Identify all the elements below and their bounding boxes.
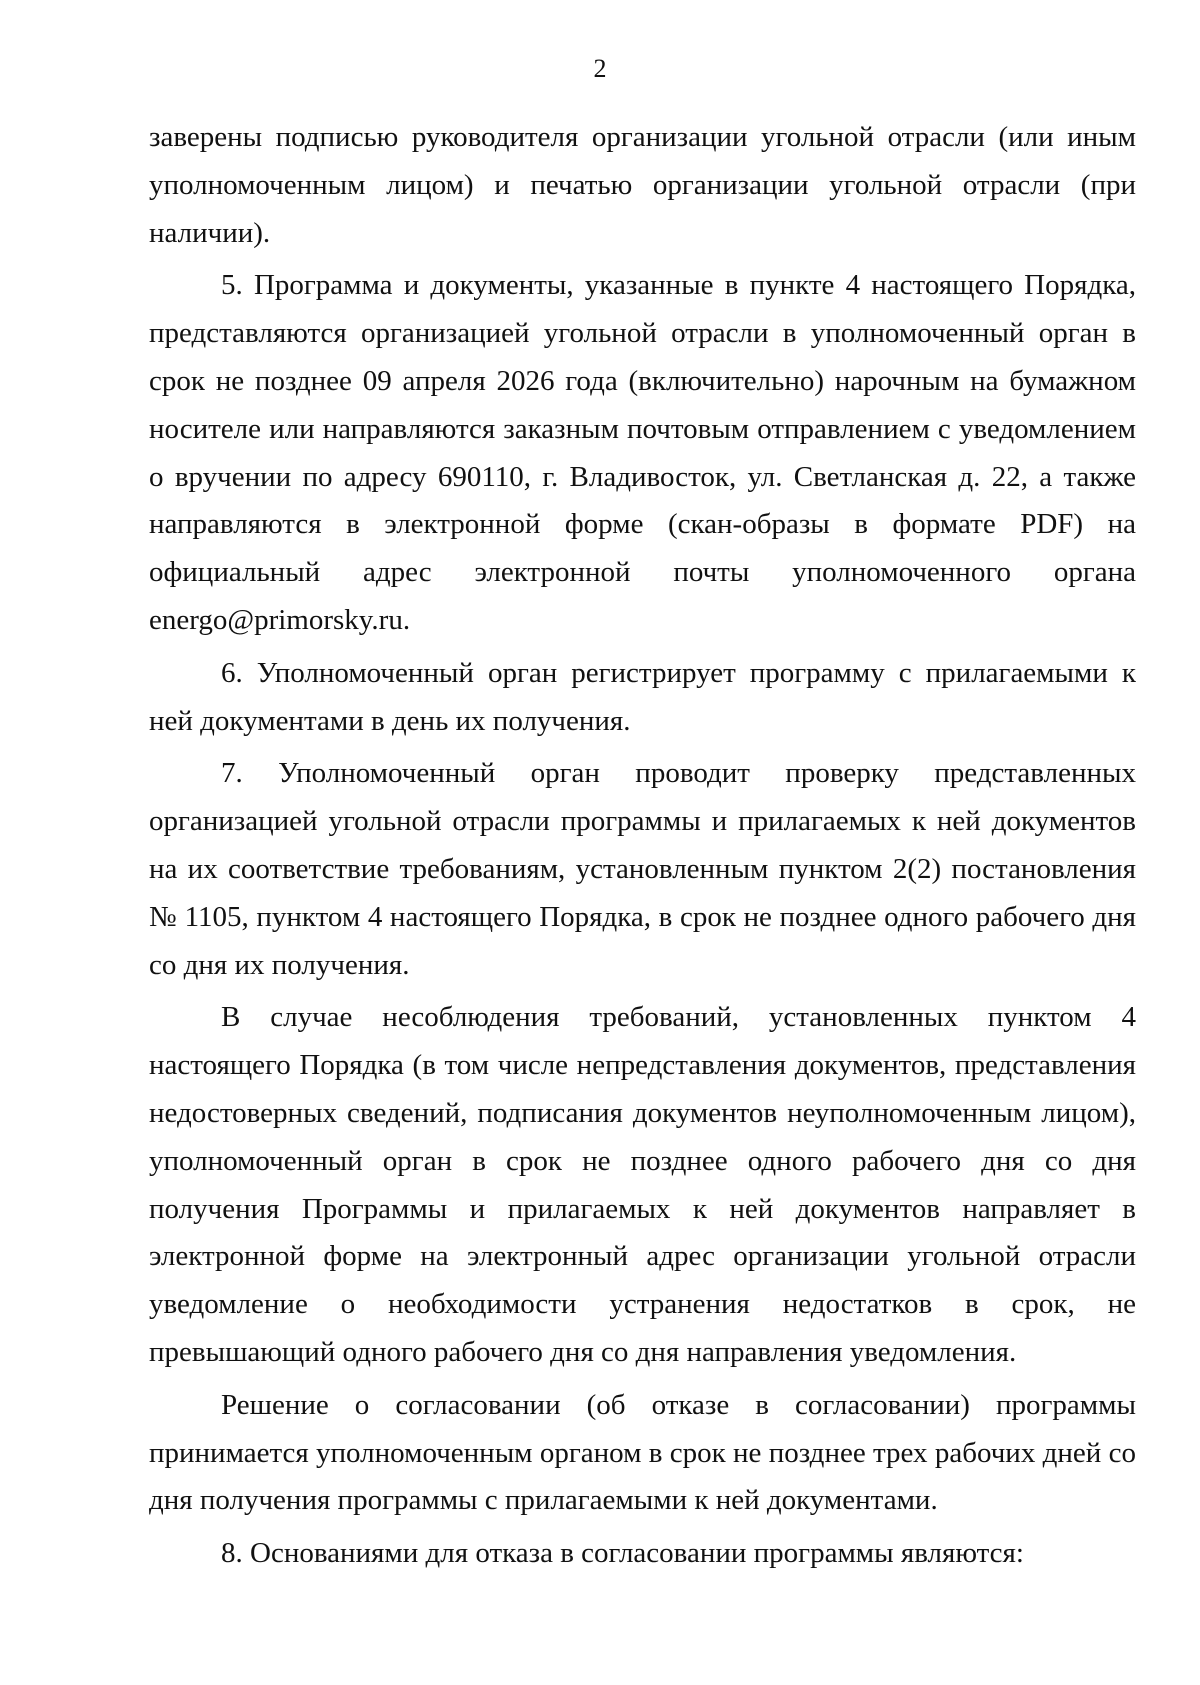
paragraph-item-7: 7. Уполномоченный орган проводит проверку представленных организацией угольной отрасли программы и прилагаемых к ней документов на их соответствие требованиям, установленным пунктом 2(2) постановления № 1105, пунктом 4 настоящего Порядка, в срок не позднее одного рабочего дня со дня их получения. [149,757,1136,981]
paragraph-item-6: 6. Уполномоченный орган регистрирует программу с прилагаемыми к ней документами в день их получения. [149,656,1136,737]
paragraph-noncompliance: В случае несоблюдения требований, установленных пунктом 4 настоящего Порядка (в том числе непредставления документов, представления недостоверных сведений, подписания документов неуполномоченным лицом), уполномоченный орган в срок не позднее одного рабочего дня со дня получения Программы и прилагаемых к ней документов направляет в электронной форме на электронный адрес организации угольной отрасли уведомление о необходимости устранения недостатков в срок, не превышающий одного рабочего дня со дня направления уведомления. [149,1001,1136,1368]
page-number: 2 [593,54,607,83]
paragraph-item-8: 8. Основаниями для отказа в согласовании программы являются: [221,1537,1024,1570]
paragraph-decision: Решение о согласовании (об отказе в согласовании) программы принимается уполномоченным органом в срок не позднее трех рабочих дней со дня получения программы с прилагаемыми к ней документами. [149,1388,1136,1517]
paragraph-item-5: 5. Программа и документы, указанные в пункте 4 настоящего Порядка, представляются организацией угольной отрасли в уполномоченный орган в срок не позднее 09 апреля 2026 года (включительно) нарочным на бумажном носителе или направляются заказным почтовым отправлением с уведомлением о вручении по адресу 690110, г. Владивосток, ул. Светланская д. 22, а также направляются в электронной форме (скан-образы в формате PDF) на официальный адрес электронной почты уполномоченного органа energo@primorsky.ru. [149,269,1136,636]
document-body [149,114,1136,1578]
paragraph-continuation: заверены подписью руководителя организации угольной отрасли (или иным уполномоченным лицом) и печатью организации угольной отрасли (при наличии). [149,121,1136,249]
